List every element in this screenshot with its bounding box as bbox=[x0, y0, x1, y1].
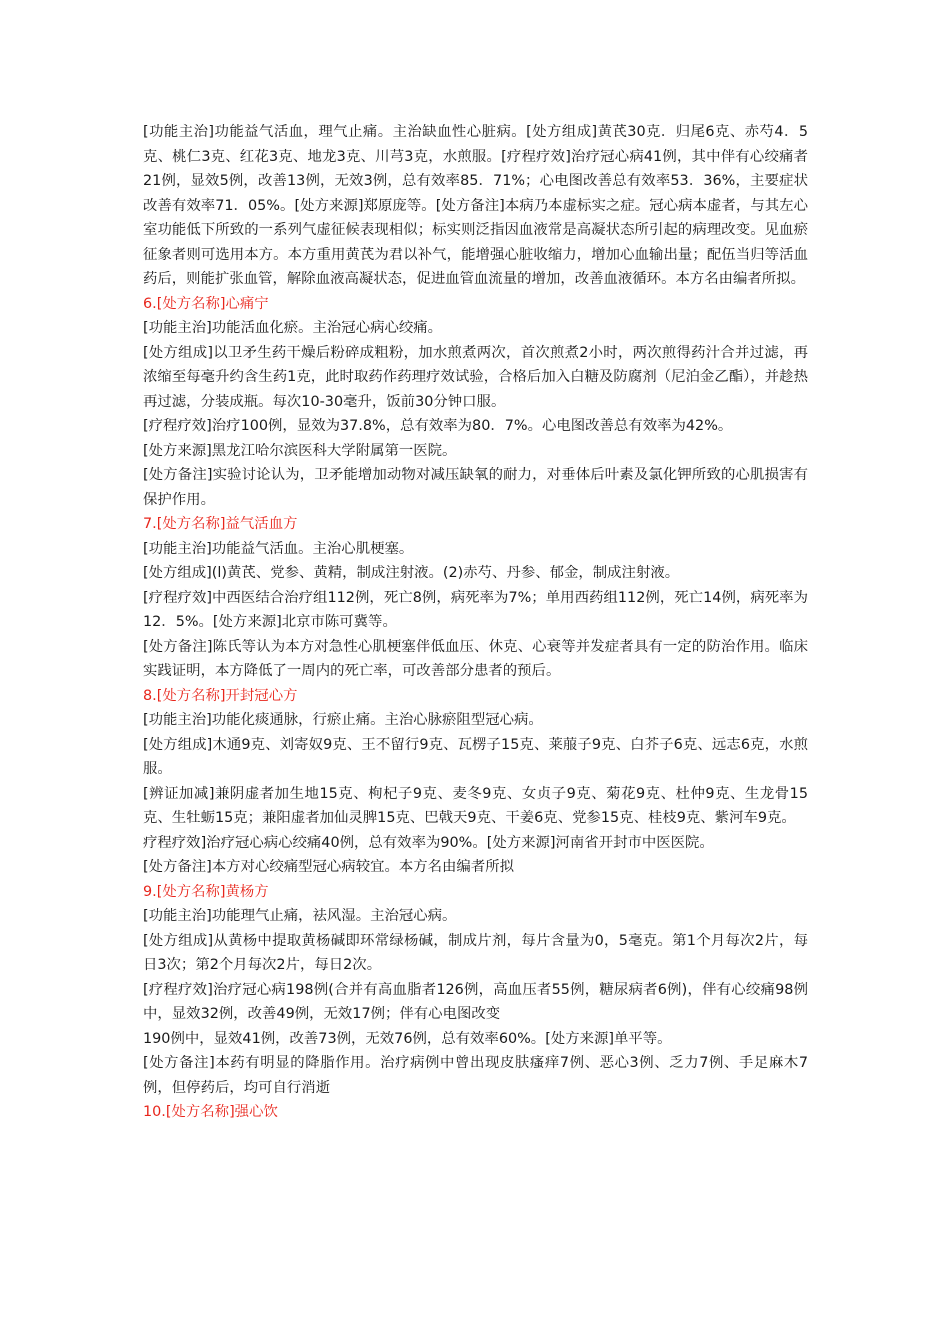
section-9-efficacy: [疗程疗效]治疗冠心病198例(合并有高血脂者126例，高血压者55例，糖尿病者6例)，伴有心绞痛98例中，显效32例，改善49例，无效17例；伴有心电图改变 bbox=[143, 981, 808, 1022]
section-8-notes: [处方备注]本方对心绞痛型冠心病较宜。本方名由编者所拟 bbox=[143, 859, 514, 875]
section-9-notes: [处方备注]本药有明显的降脂作用。治疗病例中曾出现皮肤瘙痒7例、恶心3例、乏力7例、手足麻木7例，但停药后，均可自行消逝 bbox=[143, 1055, 808, 1096]
section-6-notes: [处方备注]实验讨论认为，卫矛能增加动物对减压缺氧的耐力，对垂体后叶素及氯化钾所致的心肌损害有保护作用。 bbox=[143, 467, 808, 508]
section-8-composition: [处方组成]木通9克、刘寄奴9克、王不留行9克、瓦楞子15克、莱菔子9克、白芥子6克、远志6克，水煎服。 bbox=[143, 736, 808, 777]
section-7-efficacy: [疗程疗效]中西医结合治疗组112例，死亡8例，病死率为7%；单用西药组112例，死亡14例，病死率为12．5%。[处方来源]北京市陈可冀等。 bbox=[143, 589, 808, 630]
section-7-function: [功能主治]功能益气活血。主治心肌梗塞。 bbox=[143, 540, 414, 557]
section-9-efficacy-cont: 190例中，显效41例，改善73例，无效76例，总有效率60%。[处方来源]单平等。 bbox=[143, 1030, 672, 1047]
section-10-heading: 10.[处方名称]强心饮 bbox=[143, 1104, 278, 1120]
section-7-notes: [处方备注]陈氏等认为本方对急性心肌梗塞伴低血压、休克、心衰等并发症者具有一定的防治作用。临床实践证明，本方降低了一周内的死亡率，可改善部分患者的预后。 bbox=[143, 638, 808, 679]
document-page bbox=[143, 120, 808, 1125]
section-6-source: [处方来源]黑龙江哈尔滨医科大学附属第一医院。 bbox=[143, 442, 457, 459]
section-6-heading: 6.[处方名称]心痛宁 bbox=[143, 295, 269, 312]
intro-paragraph: [功能主治]功能益气活血，理气止痛。主治缺血性心脏病。[处方组成]黄芪30克．归尾6克、赤芍4．5克、桃仁3克、红花3克、地龙3克、川芎3克，水煎服。[疗程疗效]治疗冠心病41例，其中伴有心绞痛者21例，显效5例，改善13例，无效3例，总有效率85．71%；心电图改善总有效率53．36%，主要症状改善有效率71．05%。[处方来源]郑原庞等。[处方备注]本病乃本虚标实之症。冠心病本虚者，与其左心室功能低下所致的一系列气虚征候表现相似；标实则泛指因血液常是高凝状态所引起的病理改变。见血瘀征象者则可选用本方。本方重用黄芪为君以补气，能增强心脏收缩力，增加心血输出量；配伍当归等活血药后，则能扩张血管，解除血液高凝状态，促进血管血流量的增加，改善血液循环。本方名由编者所拟。 bbox=[143, 124, 808, 287]
section-8-modification: [辨证加减]兼阴虚者加生地15克、枸杞子9克、麦冬9克、女贞子9克、菊花9克、杜仲9克、生龙骨15克、生牡蛎15克；兼阳虚者加仙灵脾15克、巴戟天9克、干姜6克、党参15克、桂枝9克、紫河车9克。 bbox=[143, 785, 808, 826]
section-7-heading: 7.[处方名称]益气活血方 bbox=[143, 516, 298, 532]
section-8-function: [功能主治]功能化痰通脉，行瘀止痛。主治心脉瘀阻型冠心病。 bbox=[143, 712, 543, 728]
section-7-composition: [处方组成](l)黄芪、党参、黄精，制成注射液。(2)赤芍、丹参、郁金，制成注射液。 bbox=[143, 565, 680, 581]
section-9-function: [功能主治]功能理气止痛，祛风湿。主治冠心病。 bbox=[143, 908, 457, 924]
section-8-heading: 8.[处方名称]开封冠心方 bbox=[143, 687, 298, 704]
section-9-composition: [处方组成]从黄杨中提取黄杨碱即环常绿杨碱，制成片剂，每片含量为0，5毫克。第1个月每次2片，每日3次；第2个月每次2片，每日2次。 bbox=[143, 932, 808, 973]
section-8-efficacy: 疗程疗效]治疗冠心病心绞痛40例，总有效率为90%。[处方来源]河南省开封市中医医院。 bbox=[143, 834, 714, 851]
section-6-efficacy: [疗程疗效]治疗100例，显效为37.8%，总有效率为80．7%。心电图改善总有效率为42%。 bbox=[143, 418, 733, 434]
section-6-composition: [处方组成]以卫矛生药干燥后粉碎成粗粉，加水煎煮两次，首次煎煮2小时，两次煎得药汁合并过滤，再浓缩至每毫升约含生药1克，此时取药作药理疗效试验，合格后加入白糖及防腐剂（尼泊金乙酯），并趁热再过滤，分装成瓶。每次10-30毫升，饭前30分钟口服。 bbox=[143, 344, 808, 410]
section-6-function: [功能主治]功能活血化瘀。主治冠心病心绞痛。 bbox=[143, 320, 443, 336]
section-9-heading: 9.[处方名称]黄杨方 bbox=[143, 883, 269, 900]
